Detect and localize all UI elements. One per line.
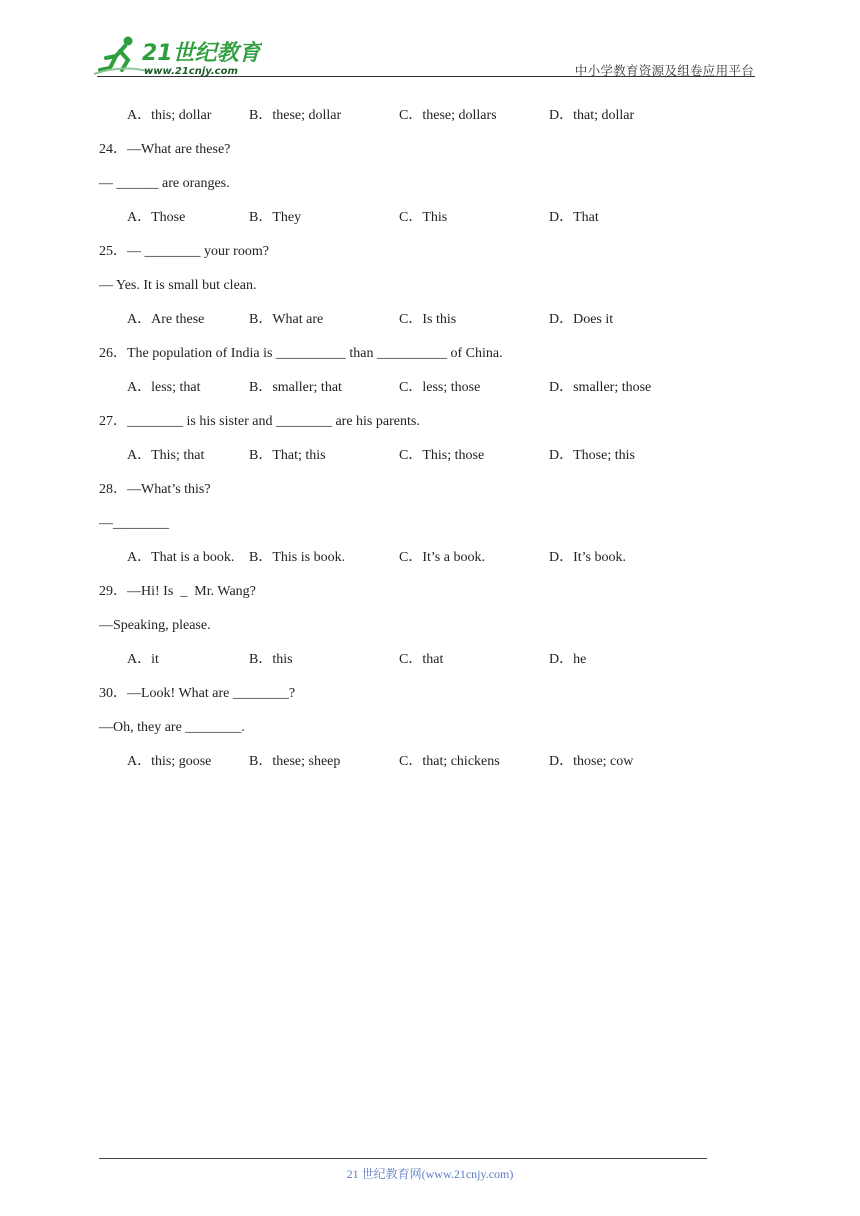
header-divider: [97, 76, 755, 77]
answer-option: A．it: [127, 652, 159, 667]
answer-option: D．Does it: [549, 312, 614, 327]
answer-option: C．less; those: [399, 380, 481, 395]
answer-option: A．That is a book.: [127, 550, 235, 565]
answer-option: B．That; this: [249, 448, 326, 463]
header-platform-text: 中小学教育资源及组卷应用平台: [574, 64, 754, 78]
answer-options-row: [99, 99, 739, 133]
answer-options-row: [99, 439, 739, 473]
question-stem-line: 24．—What are these?: [99, 142, 231, 157]
answer-option: D．that; dollar: [549, 108, 635, 123]
question-stem-line: —Speaking, please.: [99, 618, 211, 633]
answer-option: B．They: [249, 210, 302, 225]
answer-option: D．That: [549, 210, 599, 225]
answer-option: C．Is this: [399, 312, 457, 327]
answer-option: C．that: [399, 652, 444, 667]
answer-option: D．those; cow: [549, 754, 634, 769]
question-stem-line: 28．—What’s this?: [99, 482, 211, 497]
question-stem-line: —________: [99, 516, 169, 531]
question-stem-line: 30．—Look! What are ________?: [99, 686, 296, 701]
answer-option: A．this; goose: [127, 754, 212, 769]
answer-options-row: [99, 371, 739, 405]
answer-options-row: [99, 643, 739, 677]
answer-option: C．these; dollars: [399, 108, 497, 123]
answer-option: B．What are: [249, 312, 324, 327]
answer-option: D．It’s book.: [549, 550, 626, 565]
question-stem-line: 29．—Hi! Is _ Mr. Wang?: [99, 584, 256, 599]
answer-options-row: [99, 745, 739, 779]
question-stem-line: 26．The population of India is __________ than __________ of China.: [99, 346, 503, 361]
answer-option: A．Are these: [127, 312, 205, 327]
question-stem-line: — Yes. It is small but clean.: [99, 278, 257, 293]
logo-text: 21世纪教育: [142, 41, 261, 66]
question-stem-line: —Oh, they are ________.: [99, 720, 245, 735]
question-stem-line: 25．— ________ your room?: [99, 244, 269, 259]
answer-option: A．Those: [127, 210, 186, 225]
answer-option: C．This; those: [399, 448, 485, 463]
answer-option: B．This is book.: [249, 550, 346, 565]
question-list: [99, 99, 739, 779]
answer-option: B．this: [249, 652, 293, 667]
question-stem-line: 27．________ is his sister and ________ are his parents.: [99, 414, 420, 429]
answer-options-row: [99, 303, 739, 337]
answer-option: C．It’s a book.: [399, 550, 485, 565]
answer-option: A．less; that: [127, 380, 201, 395]
footer-text: 21 世纪教育网(www.21cnjy.com): [346, 1167, 514, 1181]
answer-option: A．This; that: [127, 448, 205, 463]
answer-option: B．these; sheep: [249, 754, 341, 769]
answer-options-row: [99, 201, 739, 235]
answer-option: D．he: [549, 652, 587, 667]
site-logo: [92, 34, 262, 78]
answer-option: B．smaller; that: [249, 380, 342, 395]
logo-url: www.21cnjy.com: [144, 66, 238, 77]
answer-options-row: [99, 541, 739, 575]
answer-option: C．that; chickens: [399, 754, 500, 769]
page-header: [0, 0, 860, 80]
answer-option: D．smaller; those: [549, 380, 652, 395]
question-stem-line: — ______ are oranges.: [99, 176, 230, 191]
answer-option: C．This: [399, 210, 448, 225]
answer-option: D．Those; this: [549, 448, 635, 463]
answer-option: B．these; dollar: [249, 108, 342, 123]
answer-option: A．this; dollar: [127, 108, 212, 123]
footer-divider: [99, 1158, 707, 1159]
